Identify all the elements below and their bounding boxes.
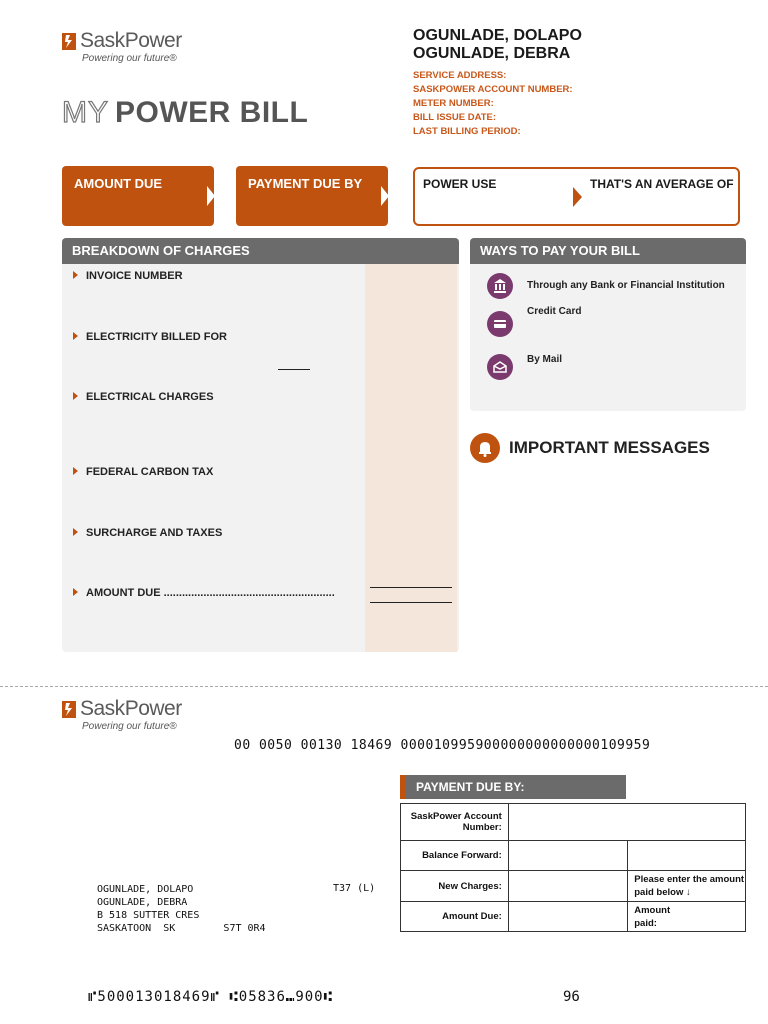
payment-stub-table	[400, 803, 746, 932]
power-use-box	[413, 167, 740, 226]
due-bar-accent	[400, 775, 406, 799]
stub-amount-paid-field[interactable]: Amount paid:	[628, 902, 746, 932]
service-address-label: SERVICE ADDRESS:	[413, 70, 507, 81]
caret-icon	[73, 271, 78, 279]
micr-line: ⑈500013018469⑈ ⑆05836⑉900⑆	[88, 989, 334, 1005]
caret-icon	[73, 588, 78, 596]
electrical-charges-row: ELECTRICAL CHARGES	[73, 391, 214, 403]
title-rest: POWER BILL	[115, 96, 309, 129]
amount-due-label: AMOUNT DUE	[74, 176, 163, 191]
bell-icon	[470, 433, 500, 463]
logo-name: SaskPower	[80, 29, 182, 52]
caret-icon	[73, 332, 78, 340]
stub-balance-forward-value	[508, 841, 627, 871]
important-messages-heading: IMPORTANT MESSAGES	[509, 438, 710, 457]
tear-off-line	[0, 686, 768, 687]
stub-new-charges-label: New Charges:	[401, 871, 509, 902]
total-line-1	[370, 587, 452, 588]
payment-due-box	[236, 166, 388, 226]
breakdown-panel	[62, 238, 459, 652]
down-arrow-icon: ↓	[685, 887, 691, 898]
bank-icon	[487, 273, 513, 299]
amount-due-row: AMOUNT DUE ........................................................	[73, 587, 335, 599]
stub-blank-cell	[628, 841, 746, 871]
stub-balance-forward-label: Balance Forward:	[401, 841, 509, 871]
stub-saskpower-logo: SaskPower Powering our future®	[62, 699, 212, 739]
payment-due-notch	[381, 186, 389, 206]
mailing-address: OGUNLADE, DOLAPO OGUNLADE, DEBRA B 518 SUTTER CRES SASKATOON SK S7T 0R4	[97, 884, 266, 934]
ways-to-pay-heading: WAYS TO PAY YOUR BILL	[470, 238, 746, 264]
account-number-label: SASKPOWER ACCOUNT NUMBER:	[413, 84, 573, 95]
surcharge-taxes-row: SURCHARGE AND TAXES	[73, 527, 222, 539]
electricity-billed-row: ELECTRICITY BILLED FOR	[73, 331, 227, 343]
stub-account-number-label: SaskPower Account Number:	[401, 804, 509, 841]
customer-names	[413, 27, 582, 63]
amount-due-box	[62, 166, 214, 226]
logo-tagline: Powering our future®	[82, 53, 177, 64]
caret-icon	[73, 392, 78, 400]
charges-column	[365, 264, 457, 652]
ways-to-pay-panel	[470, 238, 746, 411]
bill-issue-date-label: BILL ISSUE DATE:	[413, 112, 497, 123]
stub-enter-note: Please enter the amount paid below ↓	[628, 871, 746, 902]
mail-icon	[487, 354, 513, 380]
saskpower-logo	[62, 31, 212, 71]
stub-payment-due-label: PAYMENT DUE BY:	[416, 780, 525, 794]
stub-amount-due-value	[508, 902, 627, 932]
billed-underline	[278, 369, 310, 370]
pay-credit-card-label: Credit Card	[527, 306, 582, 317]
breakdown-heading: BREAKDOWN OF CHARGES	[62, 238, 459, 264]
customer-name-1: OGUNLADE, DOLAPO	[413, 27, 582, 44]
power-use-label: POWER USE	[423, 177, 497, 191]
meter-number-label: METER NUMBER:	[413, 98, 494, 109]
total-line-2	[370, 602, 452, 603]
title-my: MY	[62, 96, 109, 129]
payment-due-label: PAYMENT DUE BY	[248, 176, 363, 191]
customer-name-2: OGUNLADE, DEBRA	[413, 45, 571, 62]
scanline-code: 00 0050 00130 18469 000010995900000000000000109959	[234, 738, 651, 753]
stub-payment-due-bar	[400, 775, 626, 799]
caret-icon	[73, 528, 78, 536]
stub-row-balance	[401, 841, 746, 871]
average-label: THAT'S AN AVERAGE OF	[590, 177, 734, 191]
amount-due-notch	[207, 186, 215, 206]
logo-mark-icon	[62, 701, 76, 718]
page-title	[62, 96, 308, 130]
stub-row-amount-due	[401, 902, 746, 932]
logo-mark-icon	[62, 33, 76, 50]
caret-icon	[73, 467, 78, 475]
account-labels	[413, 69, 573, 139]
credit-card-icon	[487, 311, 513, 337]
route-code: T37 (L)	[333, 883, 376, 894]
last-billing-period-label: LAST BILLING PERIOD:	[413, 126, 521, 137]
stub-row-new-charges	[401, 871, 746, 902]
pay-bank-label: Through any Bank or Financial Institution	[527, 280, 725, 291]
stub-account-number-value	[508, 804, 745, 841]
stub-new-charges-value	[508, 871, 627, 902]
stub-row-account	[401, 804, 746, 841]
page-number: 96	[563, 989, 580, 1005]
stub-amount-due-label: Amount Due:	[401, 902, 509, 932]
power-use-arrow-icon	[573, 187, 582, 207]
invoice-number-row: INVOICE NUMBER	[73, 270, 183, 282]
federal-carbon-tax-row: FEDERAL CARBON TAX	[73, 466, 213, 478]
pay-mail-label: By Mail	[527, 354, 563, 365]
